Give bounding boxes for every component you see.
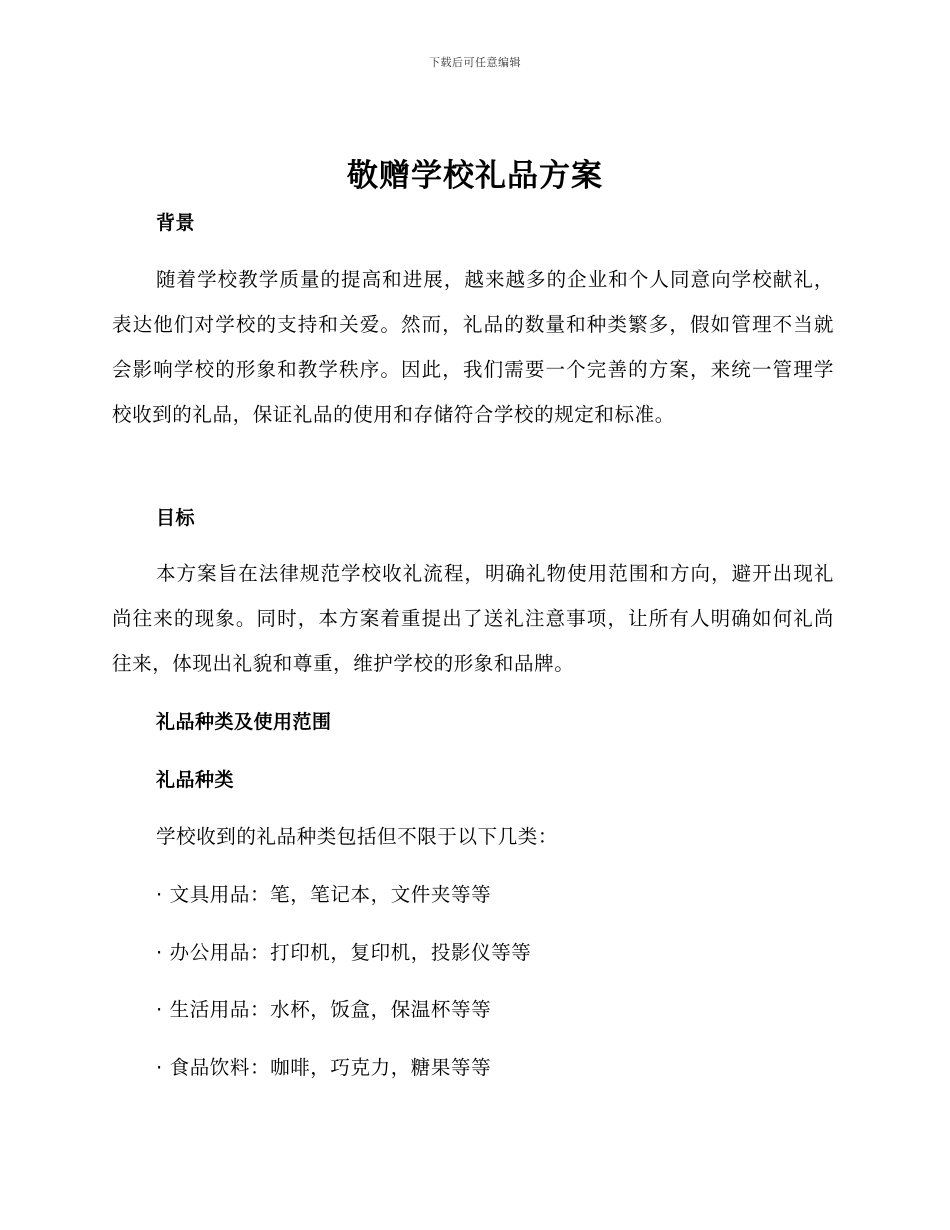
section-heading-background: 背景 (156, 212, 196, 234)
paragraph-background: 随着学校教学质量的提高和进展，越来越多的企业和个人同意向学校献礼，表达他们对学校的支持和关爱。然而，礼品的数量和种类繁多，假如管理不当就会影响学校的形象和教学秩序。因此，我们需要一个完善的方案，来统一管理学校收到的礼品，保证礼品的使用和存储符合学校的规定和标准。 (112, 268, 834, 426)
section-heading-types: 礼品种类 (156, 769, 235, 791)
list-item: · 文具用品：笔，笔记本，文件夹等等 (156, 883, 492, 906)
paragraph-goal: 本方案旨在法律规范学校收礼流程，明确礼物使用范围和方向，避开出现礼尚往来的现象。同时，本方案着重提出了送礼注意事项，让所有人明确如何礼尚往来，体现出礼貌和尊重，维护学校的形象和品牌。 (112, 562, 834, 675)
types-intro: 学校收到的礼品种类包括但不限于以下几类： (156, 825, 559, 848)
list-item: · 食品饮料：咖啡，巧克力，糖果等等 (156, 1056, 492, 1079)
section-heading-types-scope: 礼品种类及使用范围 (156, 711, 332, 733)
header-note: 下载后可任意编辑 (429, 56, 521, 69)
section-heading-goal: 目标 (156, 507, 196, 529)
document-title: 敬赠学校礼品方案 (347, 158, 603, 194)
list-item: · 生活用品：水杯，饭盒，保温杯等等 (156, 998, 492, 1021)
list-item: · 办公用品：打印机，复印机，投影仪等等 (156, 941, 532, 964)
